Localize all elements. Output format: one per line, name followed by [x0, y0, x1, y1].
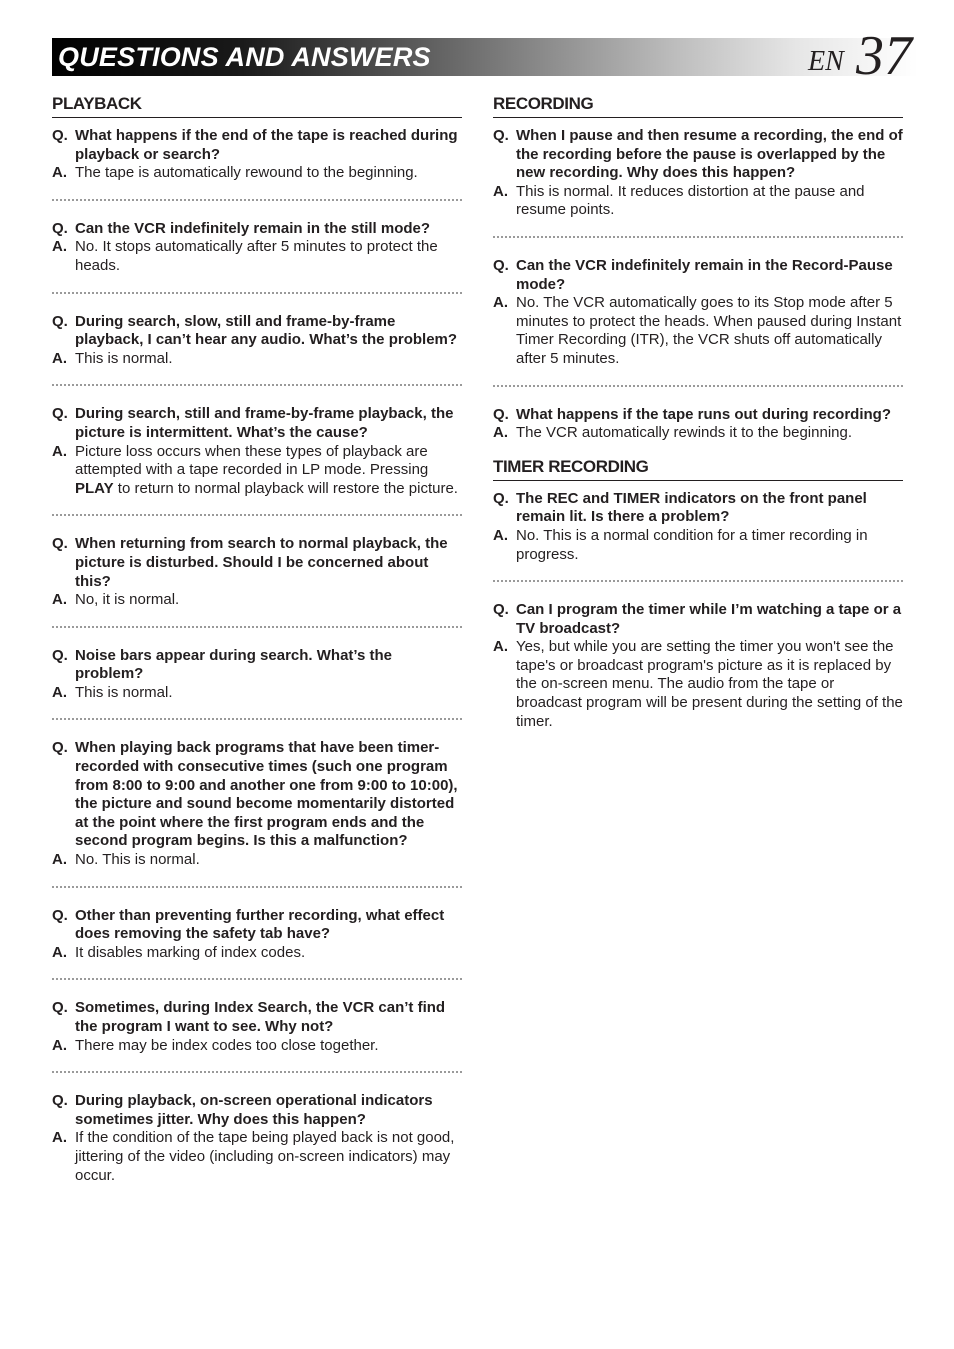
answer	[52, 164, 462, 183]
question-text: During search, still and frame-by-frame playback, the picture is intermittent. What’s the cause?	[75, 405, 454, 441]
qa-item	[52, 313, 462, 369]
question-prefix: Q.	[493, 127, 509, 144]
answer	[493, 527, 903, 564]
question	[52, 313, 462, 350]
answer	[52, 591, 462, 610]
question-prefix: Q.	[52, 127, 68, 144]
answer	[493, 183, 903, 220]
question	[493, 406, 903, 425]
qa-item	[52, 739, 462, 869]
answer-prefix: A.	[52, 1129, 67, 1147]
dotted-divider	[493, 236, 903, 238]
question-text: When returning from search to normal playback, the picture is disturbed. Should I be concerned about this?	[75, 535, 448, 590]
answer	[52, 1037, 462, 1056]
question	[52, 127, 462, 164]
answer	[52, 684, 462, 703]
qa-item	[52, 999, 462, 1055]
question	[52, 907, 462, 944]
answer-text-part: to return to normal playback will restore the picture.	[113, 479, 458, 497]
qa-item	[52, 1092, 462, 1185]
answer-prefix: A.	[493, 182, 508, 200]
qa-item	[493, 257, 903, 369]
qa-item	[493, 601, 903, 731]
qa-item	[493, 127, 903, 220]
answer-prefix: A.	[52, 442, 67, 460]
question-prefix: Q.	[52, 535, 68, 553]
question-text: Noise bars appear during search. What’s the problem?	[75, 646, 393, 683]
question-prefix: Q.	[493, 489, 509, 507]
page-title: QUESTIONS AND ANSWERS	[58, 42, 431, 72]
dotted-divider	[52, 199, 462, 201]
answer-text: If the condition of the tape being played back is not good, jittering of the video (including on-screen indicators) may occur.	[75, 1129, 455, 1184]
answer-prefix: A.	[52, 591, 67, 609]
answer-prefix: A.	[52, 1036, 67, 1054]
right-column	[493, 92, 903, 731]
question-prefix: Q.	[493, 601, 509, 619]
answer-prefix: A.	[493, 294, 508, 312]
answer-text: No. This is a normal condition for a timer recording in progress.	[516, 526, 868, 563]
question-text: What happens if the tape runs out during recording?	[516, 405, 891, 423]
dotted-divider	[52, 626, 462, 628]
question	[52, 739, 462, 851]
answer-prefix: A.	[52, 851, 67, 869]
qa-item	[52, 127, 462, 183]
answer-text: This is normal.	[75, 349, 173, 367]
question	[52, 535, 462, 591]
dotted-divider	[493, 385, 903, 387]
left-column	[52, 92, 462, 1185]
qa-item	[52, 907, 462, 963]
answer-text: Yes, but while you are setting the timer you won't see the tape's or broadcast program's picture as it is replaced by the on-screen menu. The audio from the tape or broadcast program will be present during the setting of the timer.	[516, 638, 903, 730]
question	[493, 601, 903, 638]
question-prefix: Q.	[52, 646, 68, 664]
question	[52, 999, 462, 1036]
qa-item	[52, 220, 462, 276]
question-prefix: Q.	[52, 219, 68, 237]
question-text: Sometimes, during Index Search, the VCR can’t find the program I want to see. Why not?	[75, 999, 446, 1035]
answer-text: This is normal.	[75, 683, 173, 701]
answer-text: No. This is normal.	[75, 851, 200, 869]
dotted-divider	[52, 292, 462, 294]
answer-text: The VCR automatically rewinds it to the beginning.	[516, 424, 853, 442]
answer-text	[75, 443, 462, 499]
button-name-play: PLAY	[75, 479, 114, 497]
question	[52, 405, 462, 442]
question-prefix: Q.	[52, 312, 68, 330]
answer-prefix: A.	[52, 683, 67, 701]
answer	[52, 238, 462, 275]
answer-text: It disables marking of index codes.	[75, 943, 306, 961]
recording-qa-list	[493, 127, 903, 443]
question-text: When I pause and then resume a recording, the end of the recording before the pause is overlapped by the new recording. Why does this happen?	[516, 127, 903, 182]
answer-text: There may be index codes too close together.	[75, 1036, 379, 1054]
qa-item	[52, 647, 462, 703]
question-text: Can the VCR indefinitely remain in the still mode?	[75, 219, 431, 237]
question-text: Can the VCR indefinitely remain in the Record-Pause mode?	[516, 256, 893, 293]
playback-qa-list	[52, 127, 462, 1185]
question	[493, 127, 903, 183]
page-number: 37	[856, 25, 912, 87]
answer-prefix: A.	[493, 526, 508, 544]
answer-prefix: A.	[493, 424, 508, 442]
question-text: The REC and TIMER indicators on the front panel remain lit. Is there a problem?	[516, 489, 867, 526]
dotted-divider	[52, 978, 462, 980]
answer-prefix: A.	[52, 164, 67, 182]
answer	[52, 851, 462, 870]
qa-item	[52, 535, 462, 609]
question	[52, 220, 462, 239]
answer	[493, 638, 903, 731]
answer-text: No, it is normal.	[75, 591, 180, 609]
dotted-divider	[52, 886, 462, 888]
section-heading-recording: RECORDING	[493, 92, 903, 118]
dotted-divider	[52, 514, 462, 516]
answer-prefix: A.	[493, 638, 508, 656]
question	[493, 490, 903, 527]
section-heading-playback: PLAYBACK	[52, 92, 462, 118]
question-prefix: Q.	[52, 999, 68, 1017]
question-text: What happens if the end of the tape is reached during playback or search?	[75, 127, 458, 163]
question	[52, 647, 462, 684]
answer-prefix: A.	[52, 943, 67, 961]
question-text: Can I program the timer while I’m watching a tape or a TV broadcast?	[516, 601, 902, 637]
question-prefix: Q.	[493, 256, 509, 274]
section-heading-timer-recording: TIMER RECORDING	[493, 455, 903, 481]
question-text: During search, slow, still and frame-by-frame playback, I can’t hear any audio. What’s the problem?	[75, 312, 458, 349]
question-text: Other than preventing further recording, what effect does removing the safety tab have?	[75, 906, 445, 943]
dotted-divider	[493, 580, 903, 582]
answer-text: This is normal. It reduces distortion at the pause and resume points.	[516, 182, 865, 219]
answer	[52, 443, 462, 499]
qa-item	[52, 405, 462, 498]
question-prefix: Q.	[52, 405, 68, 423]
dotted-divider	[52, 718, 462, 720]
question-prefix: Q.	[52, 1092, 68, 1110]
question-text: During playback, on-screen operational indicators sometimes jitter. Why does this happen?	[75, 1092, 433, 1128]
answer	[493, 424, 903, 443]
qa-item	[493, 406, 903, 443]
answer	[493, 294, 903, 368]
answer	[52, 350, 462, 369]
answer-text: The tape is automatically rewound to the beginning.	[75, 164, 418, 182]
answer-text-part: Picture loss occurs when these types of playback are attempted with a tape recorded in LP mode. Pressing	[75, 442, 429, 479]
dotted-divider	[52, 384, 462, 386]
question-prefix: Q.	[52, 739, 68, 757]
answer-text: No. The VCR automatically goes to its Stop mode after 5 minutes to protect the heads. When paused during Instant Timer Recording (ITR), the VCR shuts off automatically after 5 minutes.	[516, 294, 902, 367]
qa-item	[493, 490, 903, 564]
answer	[52, 1129, 462, 1185]
language-code: EN	[808, 46, 844, 77]
answer-prefix: A.	[52, 238, 67, 256]
answer	[52, 944, 462, 963]
question-text: When playing back programs that have been timer-recorded with consecutive times (such one program from 8:00 to 9:00 and another one from 9:00 to 10:00), the picture and sound become momentarily distorted at the point where the first program ends and the second program begins. Is this a malfunction?	[75, 739, 458, 850]
question-prefix: Q.	[493, 405, 509, 423]
answer-prefix: A.	[52, 349, 67, 367]
answer-text: No. It stops automatically after 5 minutes to protect the heads.	[75, 238, 438, 274]
question	[52, 1092, 462, 1129]
question-prefix: Q.	[52, 906, 68, 924]
timer-recording-qa-list	[493, 490, 903, 732]
dotted-divider	[52, 1071, 462, 1073]
question	[493, 257, 903, 294]
